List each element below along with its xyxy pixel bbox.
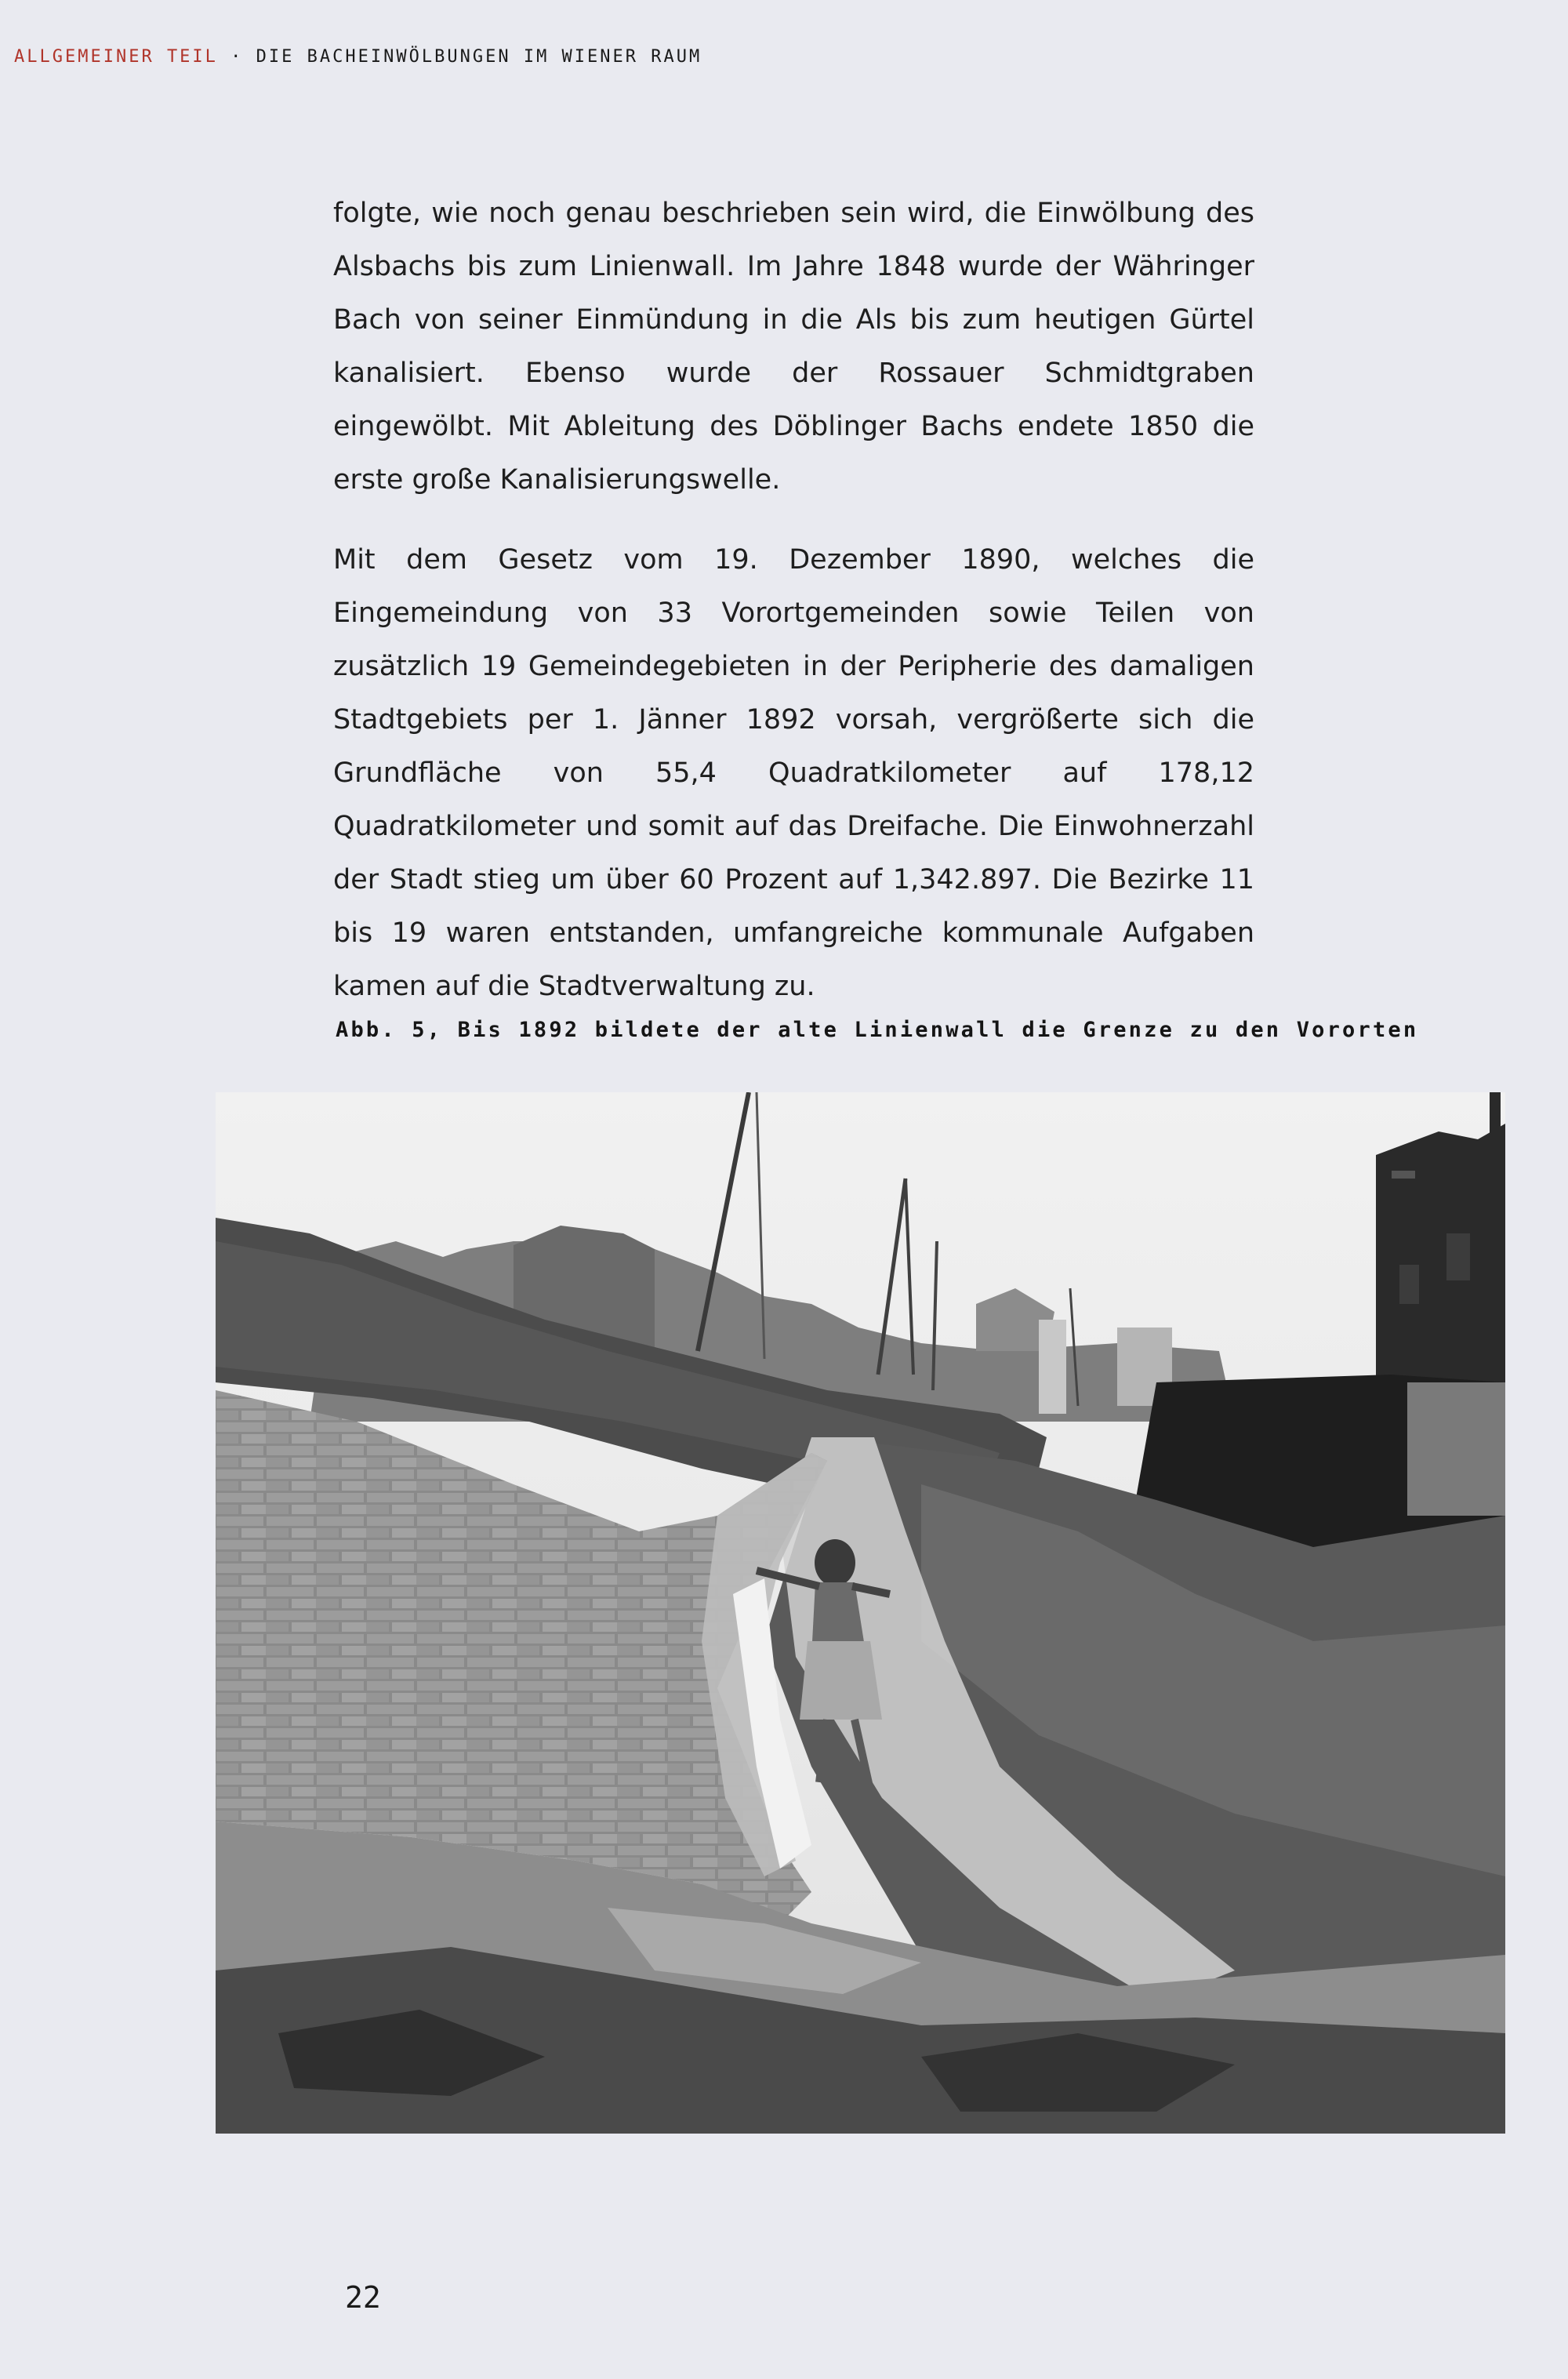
running-header [14,47,702,67]
page-number: 22 [345,2280,381,2315]
paragraph-1: folgte, wie noch genau beschrieben sein wird, die Einwölbung des Alsbachs bis zum Linienwall. Im Jahre 1848 wurde der Währinger Bach von seiner Einmündung in die Als bis zum heutigen Gürtel kanalisiert. Ebenso wurde der Rossauer Schmidtgraben eingewölbt. Mit Ableitung des Döblinger Bachs endete 1850 die erste große Kanalisierungswelle. [333,198,1254,496]
section-title: ALLGEMEINER TEIL [14,47,218,67]
header-separator: · [230,47,244,67]
historic-photo [216,1092,1505,2134]
paragraph-2: Mit dem Gesetz vom 19. Dezember 1890, welches die Eingemeindung von 33 Vorortgemeinden sowie Teilen von zusätzlich 19 Gemeindegebieten in der Peripherie des damaligen Stadtgebiets per 1. Jänner 1892 vorsah, vergrößerte sich die Grundfläche von 55,4 Quadratkilometer auf 178,12 Quadratkilometer und somit auf das Dreifache. Die Einwohnerzahl der Stadt stieg um über 60 Prozent auf 1,342.897. Die Bezirke 11 bis 19 waren entstanden, umfangreiche kommunale Aufgaben kamen auf die Stadtverwaltung zu. [333,544,1254,1002]
body-text [333,187,1254,1013]
figure-caption: Abb. 5, Bis 1892 bildete der alte Linienwall die Grenze zu den Vororten [336,1018,1419,1042]
chapter-title: DIE BACHEINWÖLBUNGEN IM WIENER RAUM [256,47,702,67]
